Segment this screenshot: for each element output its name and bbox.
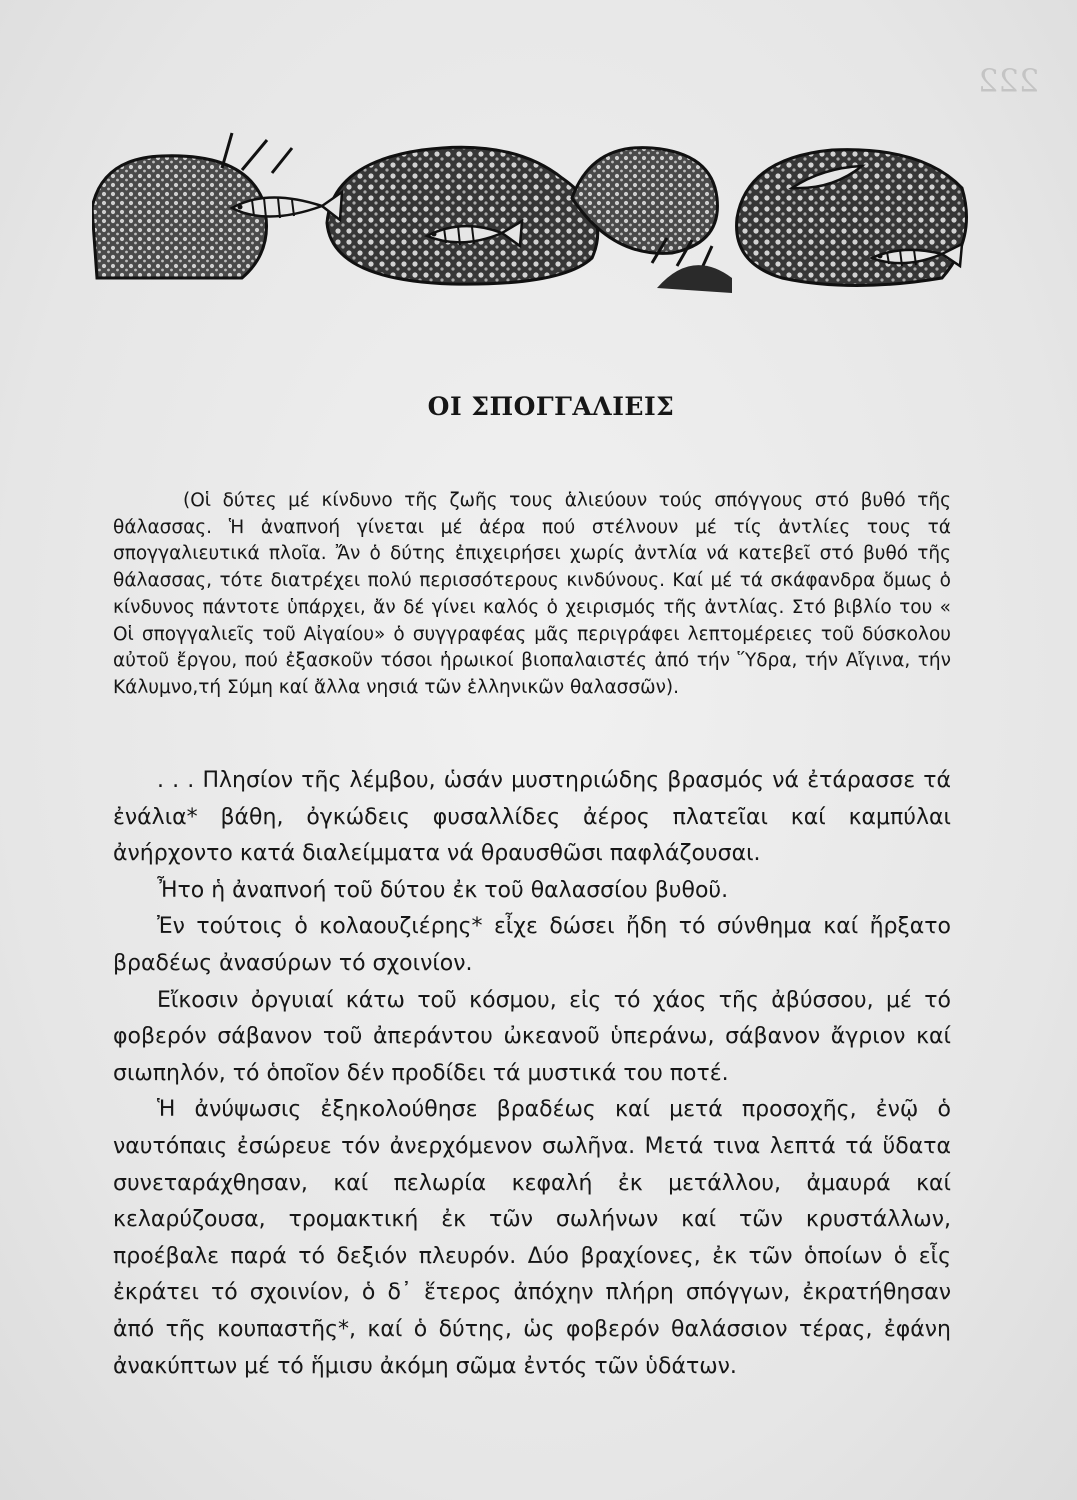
sponge-fish-illustration [92,128,970,296]
body-paragraph: Ἡ ἀνύψωσις ἐξηκολούθησε βραδέως καί μετά προσοχῆς, ἐνῷ ὁ ναυτόπαις ἐσώρευε τόν ἀνερχόμενον σωλῆνα. Μετά τινα λεπτά τά ὕδατα συνεταράχθησαν, καί πελωρία κεφαλή ἐκ μετάλλου, ἀμαυρά καί κελαρύζουσα, τρομακτική ἐκ τῶν σωλήνων καί τῶν κρυστάλλων, προέβαλε παρά τό δεξιόν πλευρόν. Δύο βραχίονες, ἐκ τῶν ὁποίων ὁ εἷς ἐκράτει τό σχοινίον, ὁ δ᾽ ἕτερος ἀπόχην πλήρη σπόγγων, ἐκρατήθησαν ἀπό τῆς κουπαστῆς*, καί ὁ δύτης, ὡς φοβερόν θαλάσσιον τέρας, ἐφάνη ἀνακύπτων μέ τό ἥμισυ ἀκόμη σῶμα ἐντός τῶν ὑδάτων. [113,1097,951,1379]
body-paragraph: . . . Πλησίον τῆς λέμβου, ὡσάν μυστηριώδης βρασμός νά ἐτάρασσε τά ἐνάλια* βάθη, ὀγκώδεις φυσαλλίδες ἀέρος πλατεῖαι καί καμπύλαι ἀνήρχοντο κατά διαλείμματα νά θραυσθῶσι παφλάζουσαι. [113,768,951,867]
main-text [113,763,951,1385]
page-number-bleedthrough: 222 [977,62,1039,100]
intro-paragraph: (Οἱ δύτες μέ κίνδυνο τῆς ζωῆς τους ἁλιεύουν τούς σπόγγους στό βυθό τῆς θάλασσας. Ἡ ἀναπνοή γίνεται μέ ἀέρα πού στέλνουν μέ τίς ἀντλίες τους τά σπογγαλιευτικά πλοῖα. Ἄν ὁ δύτης ἐπιχειρήσει χωρίς ἀντλία νά κατεβεῖ στό βυθό τῆς θάλασσας, τότε διατρέχει πολύ περισσότερους κινδύνους. Καί μέ τά σκάφανδρα ὅμως ὁ κίνδυνος πάντοτε ὑπάρχει, ἄν δέ γίνει καλός ὁ χειρισμός τῆς ἀντλίας. Στό βιβλίο του « Οἱ σπογγαλιεῖς τοῦ Αἰγαίου» ὁ συγγραφέας μᾶς περιγράφει λεπτομέρειες τοῦ δύσκολου αὐτοῦ ἔργου, πού ἐξασκοῦν τόσοι ἡρωικοί βιοπαλαιστές ἀπό τήν Ὕδρα, τήν Αἴγινα, τήν Κάλυμνο,τή Σύμη καί ἄλλα νησιά τῶν ἑλληνικῶν θαλασσῶν). [113,490,951,698]
body-paragraph: Ἐν τούτοις ὁ κολαουζιέρης* εἶχε δώσει ἤδη τό σύνθημα καί ἤρξατο βραδέως ἀνασύρων τό σχοινίον. [113,914,951,976]
body-paragraph: Ἦτο ἡ ἀναπνοή τοῦ δύτου ἐκ τοῦ θαλασσίου βυθοῦ. [157,877,729,903]
chapter-title: ΟΙ ΣΠΟΓΓΑΛΙΕΙΣ [427,392,675,421]
body-paragraph: Εἴκοσιν ὀργυιαί κάτω τοῦ κόσμου, εἰς τό χάος τῆς ἀβύσσου, μέ τό φοβερόν σάβανον τοῦ ἀπεράντου ὠκεανοῦ ὑπεράνω, σάβανον ἄγριον καί σιωπηλόν, τό ὁποῖον δέν προδίδει τά μυστικά του ποτέ. [113,987,951,1086]
